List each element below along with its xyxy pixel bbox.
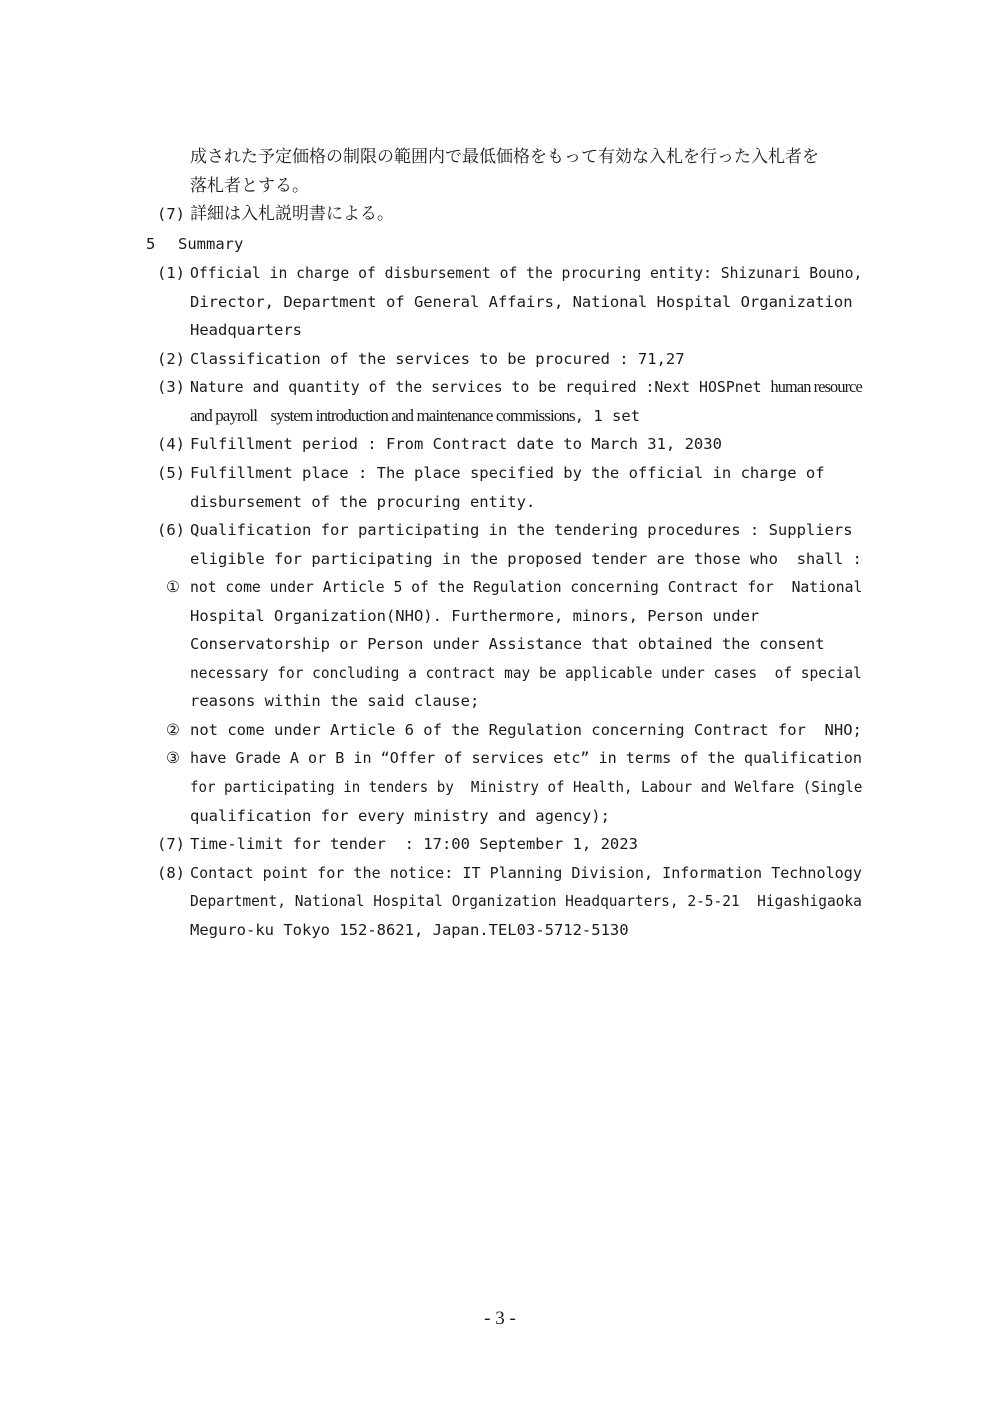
text-line: for participating in tenders by Ministry of Health, Labour and Welfare (Single	[190, 778, 863, 796]
text-segment-serif: human resource	[770, 377, 862, 396]
item-number: (7)	[157, 205, 185, 223]
circled-number: ②	[166, 721, 180, 739]
text-line: qualification for every ministry and agency);	[190, 807, 610, 825]
text-line: Time-limit for tender : 17:00 September 1, 2023	[190, 835, 638, 853]
item-number: (3)	[157, 378, 185, 396]
text-line: disbursement of the procuring entity.	[190, 493, 536, 511]
text-line: Headquarters	[190, 321, 302, 339]
text-line: 詳細は入札説明書による。	[190, 204, 394, 224]
text-segment: Nature and quantity of the services to be required :Next HOSPnet	[190, 378, 771, 396]
item-number: (8)	[157, 864, 185, 882]
item-number: (5)	[157, 464, 185, 482]
text-line: necessary for concluding a contract may be applicable under cases of special	[190, 664, 862, 682]
item-number: (2)	[157, 350, 185, 368]
text-line: 成された予定価格の制限の範囲内で最低価格をもって有効な入札を行った入札者を	[190, 147, 819, 167]
text-line	[190, 377, 862, 397]
text-line: have Grade A or B in “Offer of services etc” in terms of the qualification	[190, 749, 862, 767]
text-line: Conservatorship or Person under Assistance that obtained the consent	[190, 635, 825, 653]
text-line: Fulfillment period : From Contract date to March 31, 2030	[190, 435, 722, 453]
text-line: Classification of the services to be procured : 71,27	[190, 350, 685, 368]
text-line	[190, 406, 640, 426]
text-line: Hospital Organization(NHO). Furthermore, minors, Person under	[190, 607, 760, 625]
section-number: 5	[146, 235, 156, 253]
text-line: reasons within the said clause;	[190, 692, 480, 710]
text-line: Contact point for the notice: IT Planning Division, Information Technology	[190, 864, 862, 882]
text-line: Department, National Hospital Organization Headquarters, 2-5-21 Higashigaoka	[190, 892, 862, 910]
page-number: - 3 -	[484, 1308, 516, 1329]
circled-number: ③	[166, 749, 180, 767]
text-line: 落札者とする。	[190, 176, 309, 196]
text-line: Official in charge of disbursement of the procuring entity: Shizunari Bouno,	[190, 264, 863, 282]
text-line: Fulfillment place : The place specified by the official in charge of	[190, 464, 825, 482]
text-line: eligible for participating in the proposed tender are those who shall :	[190, 550, 862, 568]
text-line: not come under Article 6 of the Regulation concerning Contract for NHO;	[190, 721, 862, 739]
text-segment: , 1 set	[574, 407, 641, 425]
text-line: not come under Article 5 of the Regulation concerning Contract for National	[190, 578, 863, 596]
item-number: (6)	[157, 521, 185, 539]
text-line: Director, Department of General Affairs, National Hospital Organization	[190, 293, 853, 311]
circled-number: ①	[166, 578, 180, 596]
item-number: (4)	[157, 435, 185, 453]
item-number: (1)	[157, 264, 185, 282]
item-number: (7)	[157, 835, 185, 853]
text-segment-serif: and payroll system introduction and maintenance commissions	[190, 406, 575, 425]
text-line: Qualification for participating in the tendering procedures : Suppliers	[190, 521, 853, 539]
section-heading: Summary	[178, 235, 244, 253]
text-line: Meguro-ku Tokyo 152-8621, Japan.TEL03-5712-5130	[190, 921, 629, 939]
